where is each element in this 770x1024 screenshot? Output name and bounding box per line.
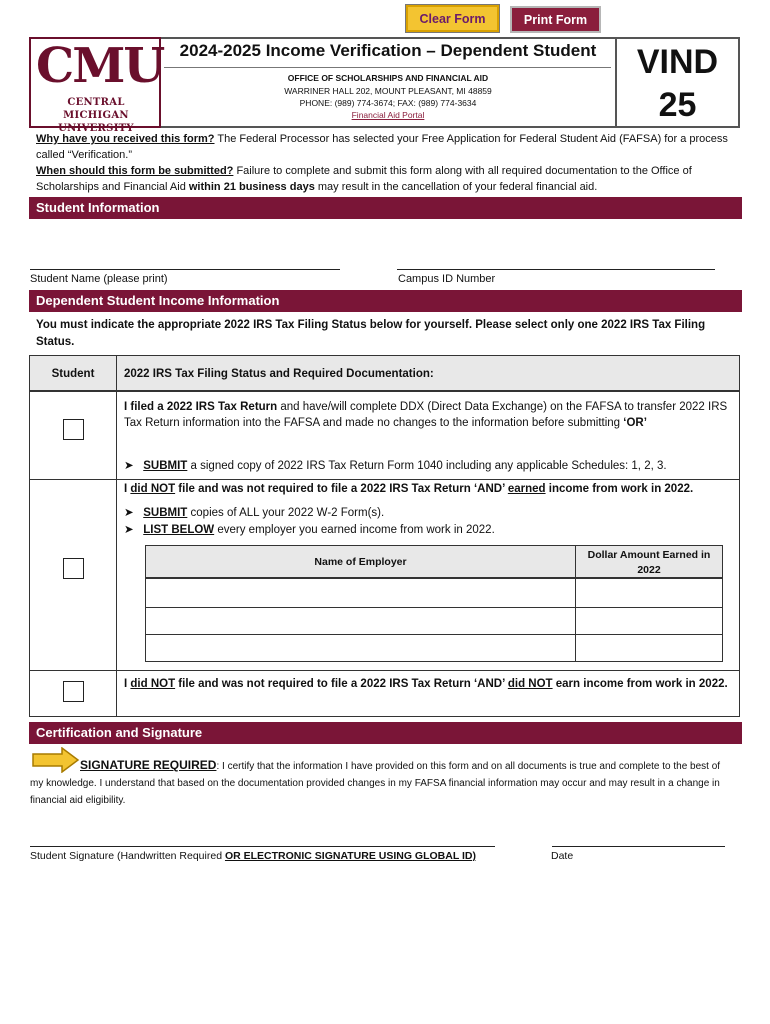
office-contact xyxy=(161,85,615,109)
page-title: 2024-2025 Income Verification – Dependent Student xyxy=(179,41,597,60)
intro-deadline: within 21 business days xyxy=(188,181,315,193)
income-instruction: You must indicate the appropriate 2022 IRS Tax Filing Status below for yourself. Please select only one 2022 IRS Tax Filing Status. xyxy=(36,319,706,348)
arrow-bullet-icon: ➤ xyxy=(124,507,134,519)
logo: CMU xyxy=(36,38,164,94)
clear-form-button[interactable]: Clear Form xyxy=(406,5,499,32)
row-divider xyxy=(30,670,739,671)
option-earned-list: LIST BELOW xyxy=(143,524,215,536)
employer-name-cell[interactable] xyxy=(147,608,574,633)
intro-answer-when: Failure to complete and submit this form along with all required documentation to the Office of Scholarships and Financial Aid xyxy=(36,165,692,193)
option-earned-submit-desc: copies of ALL your 2022 W-2 Form(s). xyxy=(187,507,385,519)
date-field[interactable] xyxy=(552,846,725,847)
option-earned-bullet-2 xyxy=(124,522,734,538)
signature-label-a: Student Signature (Handwritten Required xyxy=(30,850,225,862)
employer-amount-cell[interactable] xyxy=(577,635,721,660)
option-no-income-did-not-2: did NOT xyxy=(507,678,553,690)
student-name-label: Student Name (please print) xyxy=(30,273,168,285)
option-no-income-checkbox[interactable] xyxy=(63,681,84,702)
student-name-field[interactable] xyxy=(30,269,340,270)
signature-required: SIGNATURE REQUIRED xyxy=(80,758,217,772)
print-form-button[interactable]: Print Form xyxy=(510,6,601,33)
table-column-divider xyxy=(116,356,117,716)
employer-name-cell[interactable] xyxy=(147,581,574,606)
option-earned-did-not: did NOT xyxy=(130,483,176,495)
column-header-student: Student xyxy=(51,368,95,380)
student-info-heading: Student Information xyxy=(29,197,742,219)
option-filed-bullet xyxy=(124,458,734,474)
intro-answer-when-end: may result in the cancellation of your federal financial aid. xyxy=(314,181,598,193)
option-earned-earned: earned xyxy=(507,483,546,495)
income-heading: Dependent Student Income Information xyxy=(29,290,742,312)
option-earned-text xyxy=(124,481,734,497)
option-earned-a: I xyxy=(124,483,131,495)
logo-line-2: UNIVERSITY xyxy=(58,123,134,134)
employer-name-header: Name of Employer xyxy=(314,556,407,568)
option-no-income-c: file and was not required to file a 2022 IRS Tax Return ‘AND’ xyxy=(175,678,508,690)
title-divider xyxy=(164,67,611,68)
financial-aid-portal-link[interactable]: Financial Aid Portal xyxy=(351,110,425,120)
logo-line-1: CENTRAL MICHIGAN xyxy=(63,97,129,121)
option-earned-list-desc: every employer you earned income from work in 2022. xyxy=(214,524,495,536)
intro-text xyxy=(36,131,736,195)
arrow-bullet-icon: ➤ xyxy=(124,524,134,536)
certification-statement xyxy=(30,757,736,809)
arrow-bullet-icon: ➤ xyxy=(124,460,134,472)
option-earned-bullet-1 xyxy=(124,505,734,521)
option-filed-lead: I filed a 2022 IRS Tax Return xyxy=(124,401,278,413)
office-address: WARRINER HALL 202, MOUNT PLEASANT, MI 48859 xyxy=(284,86,492,96)
campus-id-field[interactable] xyxy=(397,269,715,270)
employer-amount-cell[interactable] xyxy=(577,581,721,606)
option-no-income-a: I xyxy=(124,678,131,690)
option-filed-desc: and have/will complete DDX (Direct Data Exchange) on the FAFSA to transfer 2022 IRS Tax Return information into the FAFSA and made no changes to the information before submitting xyxy=(124,401,728,429)
intro-question-when: When should this form be submitted? xyxy=(36,165,234,177)
option-no-income-e: earn income from work in 2022. xyxy=(552,678,728,690)
employer-column-divider xyxy=(575,546,576,661)
date-label: Date xyxy=(551,850,574,862)
option-earned-submit: SUBMIT xyxy=(143,507,188,519)
option-filed-submit-desc: a signed copy of 2022 IRS Tax Return Form 1040 including any applicable Schedules: 1, 2, 3. xyxy=(187,460,667,472)
signature-field[interactable] xyxy=(30,846,495,847)
option-no-income-text xyxy=(124,676,734,692)
option-filed-or: ‘OR’ xyxy=(623,417,647,429)
certification-text: : I certify that the information I have provided on this form and on all documents is true and complete to the best of my knowledge. I understand that based on the documentation provided changes in my FAFSA financial information may occur and may result in a change in financial aid eligibility. xyxy=(30,761,721,806)
campus-id-label: Campus ID Number xyxy=(398,273,496,285)
certification-heading: Certification and Signature xyxy=(29,722,742,744)
office-phone: PHONE: (989) 774-3674; FAX: (989) 774-3634 xyxy=(299,98,477,108)
option-earned-checkbox[interactable] xyxy=(63,558,84,579)
office-name: OFFICE OF SCHOLARSHIPS AND FINANCIAL AID xyxy=(287,73,489,83)
employer-name-cell[interactable] xyxy=(147,635,574,660)
employer-amount-header: Dollar Amount Earned in 2022 xyxy=(587,549,711,576)
option-no-income-did-not: did NOT xyxy=(130,678,176,690)
form-code-number: 25 xyxy=(658,86,697,124)
logo-university-name xyxy=(38,96,154,135)
form-code: VIND xyxy=(636,43,719,81)
signature-label-b: OR ELECTRONIC SIGNATURE USING GLOBAL ID) xyxy=(224,850,476,862)
option-filed-text xyxy=(124,399,734,431)
option-filed-checkbox[interactable] xyxy=(63,419,84,440)
option-filed-submit: SUBMIT xyxy=(143,460,188,472)
column-header-status: 2022 IRS Tax Filing Status and Required Documentation: xyxy=(124,368,434,380)
option-earned-c: file and was not required to file a 2022 IRS Tax Return ‘AND’ xyxy=(175,483,508,495)
signature-label xyxy=(30,850,476,862)
intro-answer-why: The Federal Processor has selected your Free Application for Federal Student Aid (FAFSA) for a process called “Verification.” xyxy=(36,133,728,161)
intro-question-why: Why have you received this form? xyxy=(36,133,215,145)
option-earned-e: income from work in 2022. xyxy=(545,483,694,495)
row-divider xyxy=(30,479,739,480)
employer-amount-cell[interactable] xyxy=(577,608,721,633)
